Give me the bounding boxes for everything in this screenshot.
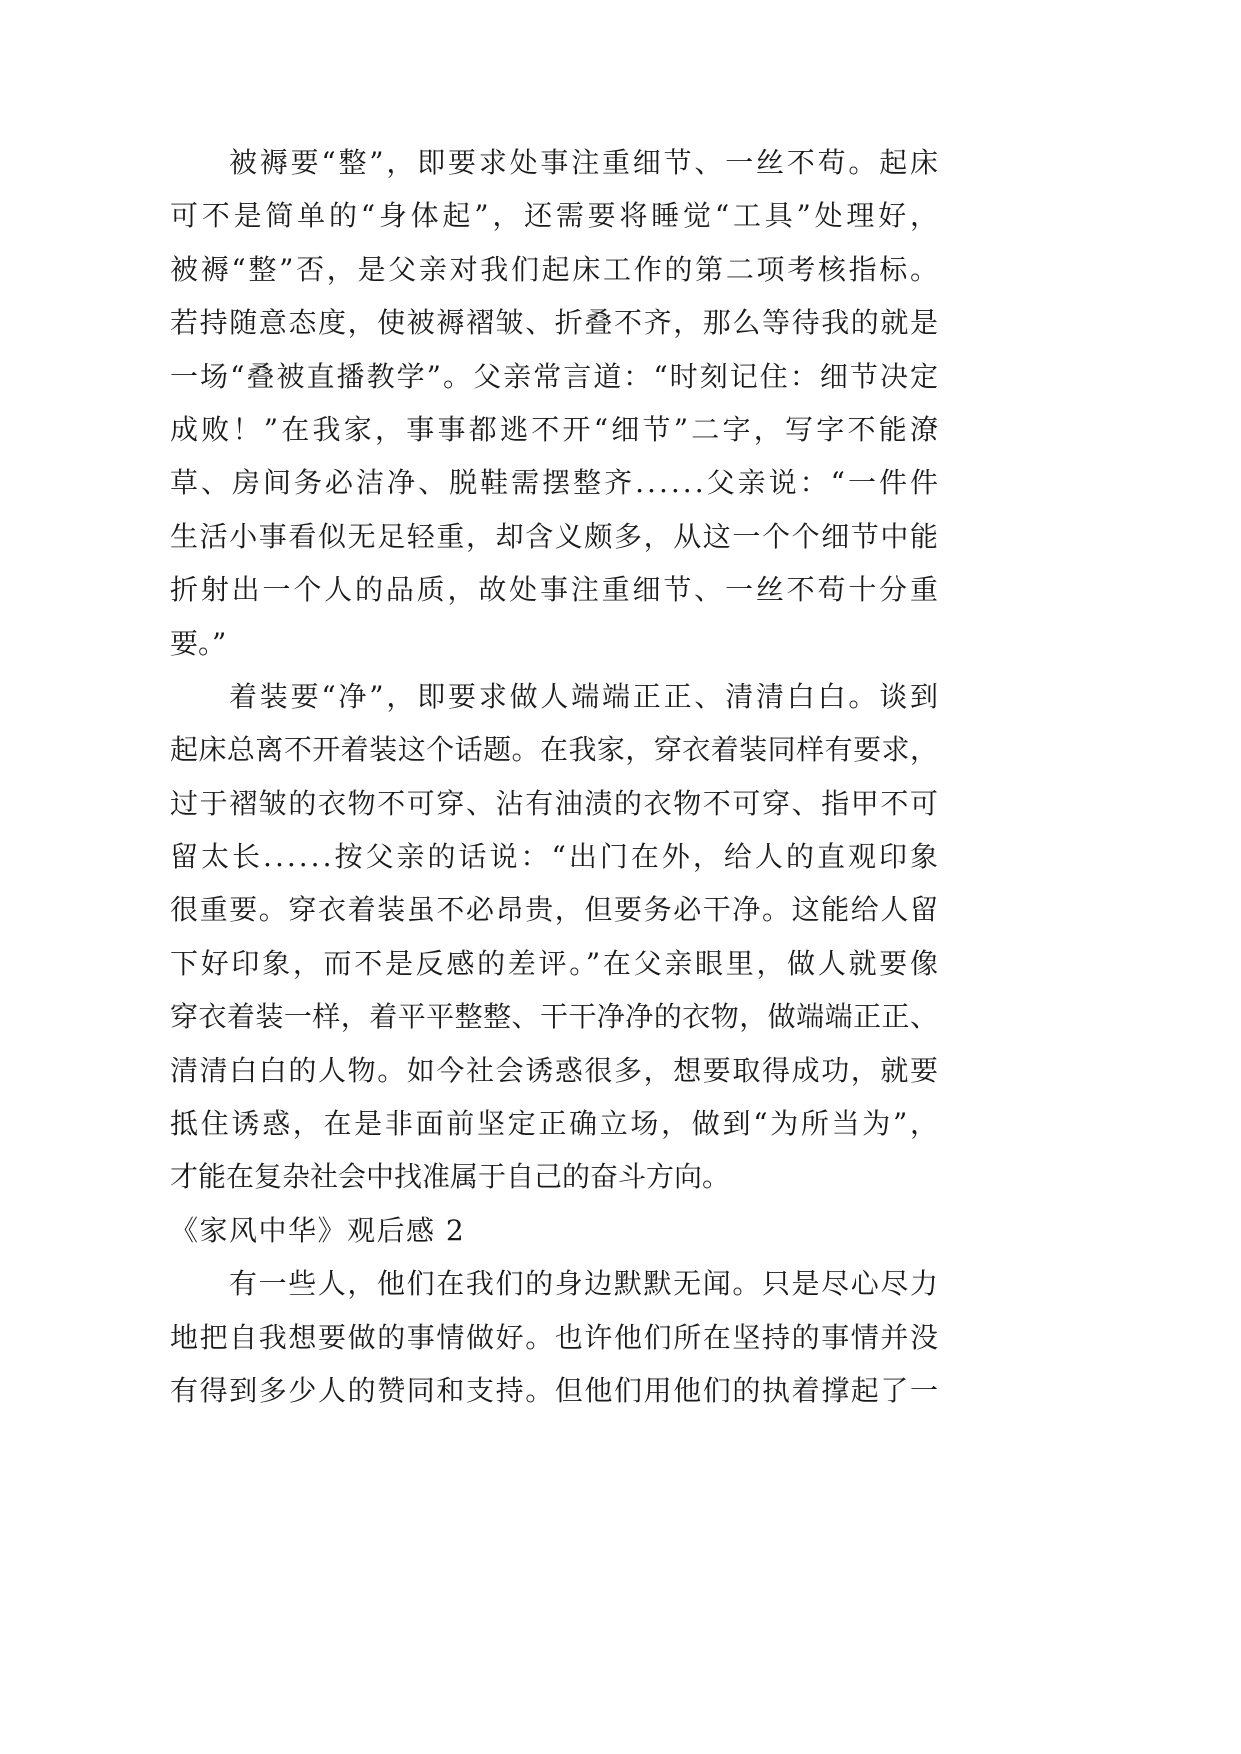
paragraph-line: 地把自我想要做的事情做好。也许他们所在坚持的事情并没 — [170, 1320, 940, 1354]
section-heading: 《家风中华》观后感 2 — [170, 1213, 466, 1247]
paragraph-bedding — [170, 136, 942, 670]
paragraph-line: 成败！”在我家，事事都逃不开“细节”二字，写字不能潦 — [170, 412, 942, 446]
paragraph-line: 一场“叠被直播教学”。父亲常言道：“时刻记住：细节决定 — [170, 359, 941, 393]
paragraph-line: 生活小事看似无足轻重，却含义颇多，从这一个个细节中能 — [170, 519, 940, 553]
paragraph-line: 折射出一个人的品质，故处事注重细节、一丝不苟十分重 — [170, 573, 941, 607]
paragraph-line: 起床总离不开着装这个话题。在我家，穿衣着装同样有要求， — [170, 733, 939, 767]
paragraph-unsung-people — [170, 1257, 938, 1417]
paragraph-line: 被褥要“整”，即要求处事注重细节、一丝不苟。起床 — [229, 146, 941, 179]
paragraph-line: 穿衣着装一样，着平平整整、干干净净的衣物，做端端正正、 — [170, 1000, 939, 1034]
paragraph-line: 抵住诱惑，在是非面前坚定正确立场，做到“为所当为”， — [170, 1107, 941, 1141]
paragraph-line: 若持随意态度，使被褥褶皱、折叠不齐，那么等待我的就是 — [170, 306, 940, 340]
paragraph-line: 有得到多少人的赞同和支持。但他们用他们的执着撑起了一 — [170, 1373, 940, 1407]
paragraph-line: 才能在复杂社会中找准属于自己的奋斗方向。 — [170, 1160, 731, 1194]
paragraph-line: 过于褶皱的衣物不可穿、沾有油渍的衣物不可穿、指甲不可 — [170, 786, 940, 820]
paragraph-line: 要。” — [170, 626, 227, 660]
document-body — [170, 136, 942, 1417]
paragraph-line: 留太长......按父亲的话说：“出门在外，给人的直观印象 — [170, 840, 941, 874]
paragraph-line: 着装要“净”，即要求做人端端正正、清清白白。谈到 — [229, 679, 941, 713]
paragraph-clothing — [170, 670, 941, 1204]
paragraph-line: 很重要。穿衣着装虽不必昂贵，但要务必干净。这能给人留 — [170, 893, 940, 927]
paragraph-line: 清清白白的人物。如今社会诱惑很多，想要取得成功，就要 — [170, 1053, 940, 1087]
paragraph-line: 可不是简单的“身体起”，还需要将睡觉“工具”处理好， — [170, 199, 942, 233]
paragraph-line: 被褥“整”否，是父亲对我们起床工作的第二项考核指标。 — [170, 252, 941, 286]
paragraph-line: 下好印象，而不是反感的差评。”在父亲眼里，做人就要像 — [170, 946, 941, 980]
paragraph-line: 草、房间务必洁净、脱鞋需摆整齐......父亲说：“一件件 — [170, 466, 941, 500]
paragraph-line: 有一些人，他们在我们的身边默默无闻。只是尽心尽力 — [229, 1267, 940, 1301]
